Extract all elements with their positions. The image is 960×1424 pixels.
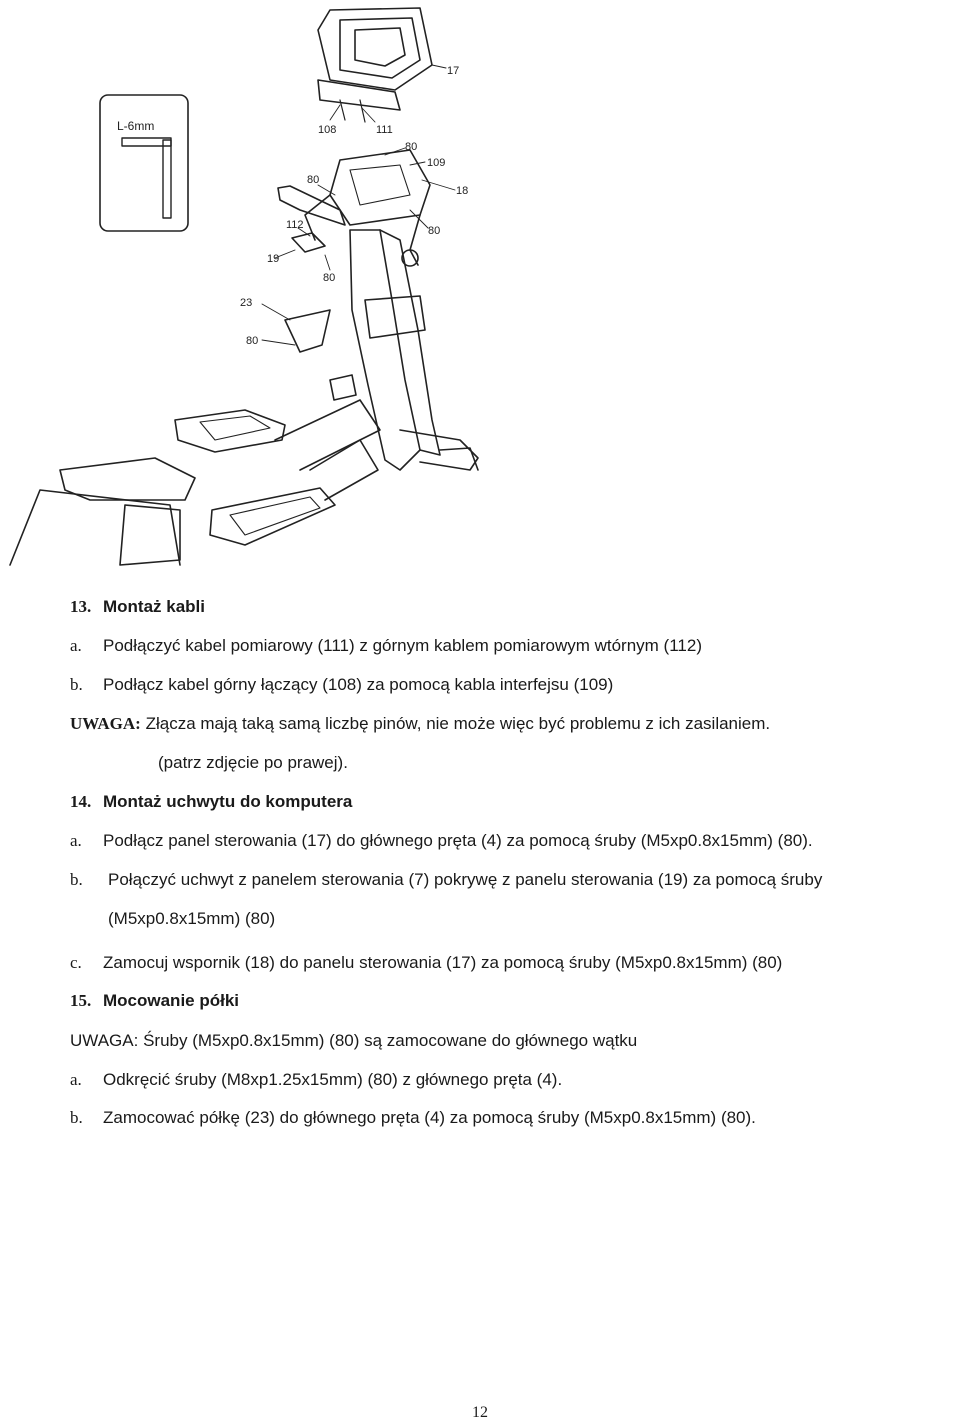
step-15a xyxy=(70,1070,562,1090)
step-marker: c. xyxy=(70,953,82,972)
section-15-heading xyxy=(70,991,239,1011)
step-marker: a. xyxy=(70,1070,82,1089)
assembly-diagram xyxy=(0,0,960,570)
callout-17: 17 xyxy=(447,65,460,77)
note-13-continuation: (patrz zdjęcie po prawej). xyxy=(158,753,348,772)
hex-wrench-figure xyxy=(100,95,188,231)
section-number: 14. xyxy=(70,792,92,811)
step-text: Połączyć uchwyt z panelem sterowania (7) pokrywę z panelu sterowania (19) za pomocą śruby xyxy=(108,870,823,889)
clip-figure xyxy=(292,233,325,252)
step-14b-continuation: (M5xp0.8x15mm) (80) xyxy=(108,909,276,928)
page-number: 12 xyxy=(472,1404,488,1421)
callout-80-handle: 80 xyxy=(307,174,320,186)
note-label: UWAGA: xyxy=(70,1031,139,1050)
section-13-heading xyxy=(70,597,205,617)
section-title: Mocowanie półki xyxy=(103,991,240,1010)
callout-80-top: 80 xyxy=(405,141,418,153)
step-marker: b. xyxy=(70,675,83,694)
step-13a xyxy=(70,636,702,656)
callout-112: 112 xyxy=(286,219,304,231)
callout-80-right: 80 xyxy=(428,225,441,237)
step-marker: b. xyxy=(70,1108,83,1127)
note-label: UWAGA: xyxy=(70,714,141,733)
section-14-heading xyxy=(70,792,352,812)
section-number: 13. xyxy=(70,597,92,616)
note-text: Śruby (M5xp0.8x15mm) (80) są zamocowane do głównego wątku xyxy=(143,1031,638,1050)
step-text: Zamocuj wspornik (18) do panelu sterowania (17) za pomocą śruby (M5xp0.8x15mm) (80) xyxy=(103,953,783,972)
note-text: Złącza mają taką samą liczbę pinów, nie może więc być problemu z ich zasilaniem. xyxy=(145,714,771,733)
step-15b xyxy=(70,1108,756,1128)
console-figure xyxy=(318,8,432,122)
step-text: Zamocować półkę (23) do głównego pręta (4) za pomocą śruby (M5xp0.8x15mm) (80). xyxy=(103,1108,756,1127)
callout-80-clip: 80 xyxy=(323,272,336,284)
step-marker: a. xyxy=(70,831,82,850)
section-title: Montaż uchwytu do komputera xyxy=(103,792,353,811)
section-number: 15. xyxy=(70,991,92,1010)
callout-109: 109 xyxy=(427,157,446,169)
step-14b xyxy=(70,870,822,890)
step-marker: b. xyxy=(70,870,83,889)
bracket-figure xyxy=(305,150,430,266)
step-marker: a. xyxy=(70,636,82,655)
step-13b xyxy=(70,675,613,695)
step-text: Podłącz panel sterowania (17) do głównego pręta (4) za pomocą śruby (M5xp0.8x15mm) (80). xyxy=(103,831,813,850)
note-13 xyxy=(70,714,770,734)
step-text: Odkręcić śruby (M8xp1.25x15mm) (80) z głównego pręta (4). xyxy=(103,1070,563,1089)
step-14c xyxy=(70,953,782,973)
wrench-label: L-6mm xyxy=(117,119,155,133)
callout-19: 19 xyxy=(267,253,280,265)
note-15 xyxy=(70,1031,637,1051)
step-14a xyxy=(70,831,813,851)
section-title: Montaż kabli xyxy=(103,597,206,616)
callout-23: 23 xyxy=(240,297,253,309)
step-text: Podłączyć kabel pomiarowy (111) z górnym kablem pomiarowym wtórnym (112) xyxy=(103,636,702,655)
callout-108: 108 xyxy=(318,124,337,136)
shelf-figure xyxy=(285,310,330,352)
pedal-figure xyxy=(175,400,380,545)
callout-18: 18 xyxy=(456,185,469,197)
callout-80-shelf: 80 xyxy=(246,335,259,347)
callout-111: 111 xyxy=(376,124,393,136)
step-text: Podłącz kabel górny łączący (108) za pomocą kabla interfejsu (109) xyxy=(103,675,614,694)
